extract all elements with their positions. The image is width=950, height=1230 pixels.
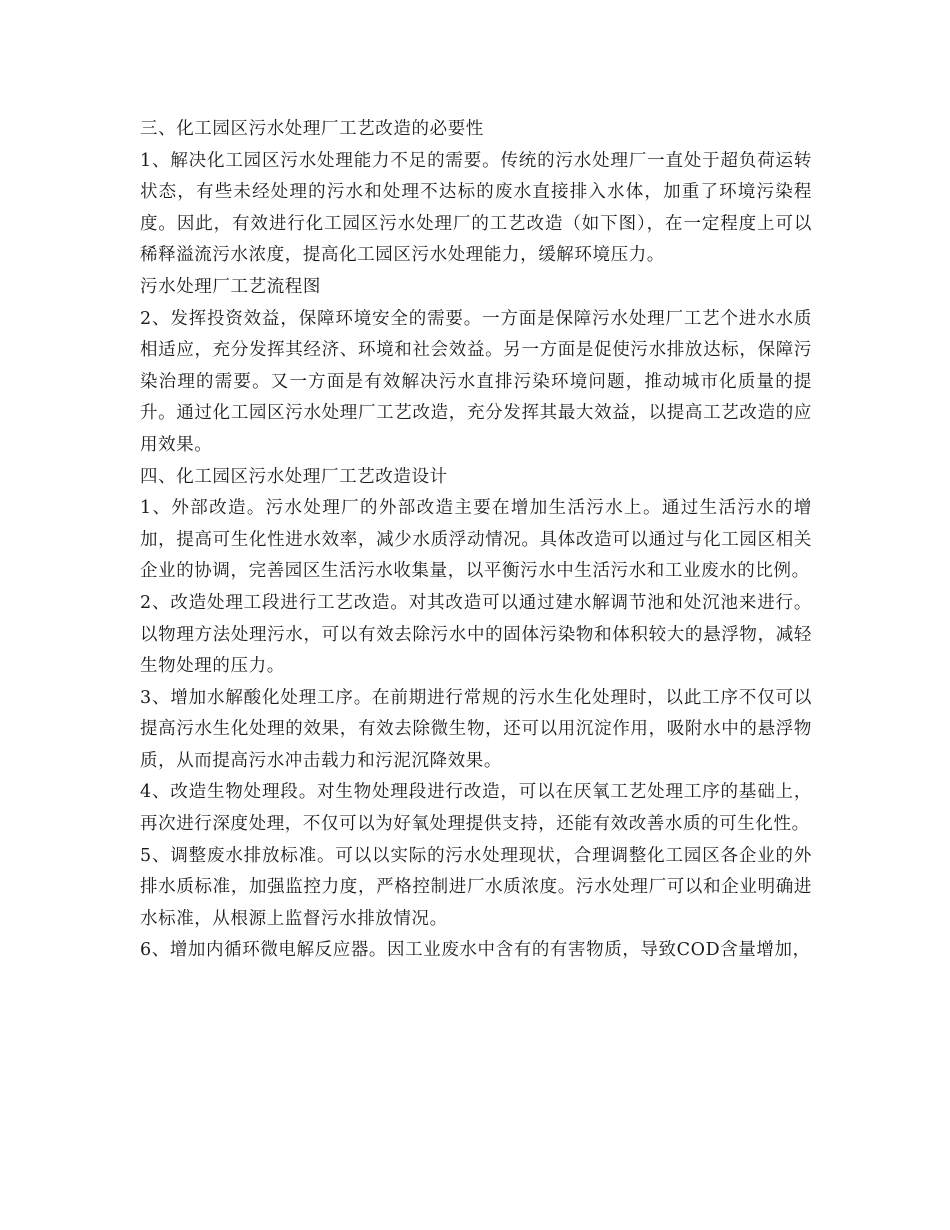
section-heading-design: 四、化工园区污水处理厂工艺改造设计 <box>140 466 448 487</box>
paragraph-hydrolysis-acidification: 3、增加水解酸化处理工序。在前期进行常规的污水生化处理时，以此工序不仅可以提高污水生化处理的效果，有效去除微生物，还可以用沉淀作用，吸附水中的悬浮物质，从而提高污水冲击载力和污泥沉降效果。 <box>140 687 812 771</box>
document-body <box>140 114 812 967</box>
paragraph-biological-treatment: 4、改造生物处理段。对生物处理段进行改造，可以在厌氧工艺处理工序的基础上，再次进行深度处理，不仅可以为好氧处理提供支持，还能有效改善水质的可生化性。 <box>140 782 812 835</box>
paragraph-investment-benefit: 2、发挥投资效益，保障环境安全的需要。一方面是保障污水处理厂工艺个进水水质相适应，充分发挥其经济、环境和社会效益。另一方面是促使污水排放达标，保障污染治理的需要。又一方面是有效解决污水直排污染环境问题，推动城市化质量的提升。通过化工园区污水处理厂工艺改造，充分发挥其最大效益，以提高工艺改造的应用效果。 <box>140 308 812 455</box>
figure-caption-process-flow: 污水处理厂工艺流程图 <box>140 276 321 297</box>
paragraph-treatment-section: 2、改造处理工段进行工艺改造。对其改造可以通过建水解调节池和处沉池来进行。以物理方法处理污水，可以有效去除污水中的固体污染物和体积较大的悬浮物，减轻生物处理的压力。 <box>140 592 812 677</box>
paragraph-micro-electrolysis: 6、增加内循环微电解反应器。因工业废水中含有的有害物质，导致COD含量增加， <box>140 940 811 961</box>
section-heading-necessity: 三、化工园区污水处理厂工艺改造的必要性 <box>140 119 484 139</box>
paragraph-discharge-standard: 5、调整废水排放标准。可以以实际的污水处理现状，合理调整化工园区各企业的外排水质标准，加强监控力度，严格控制进厂水质浓度。污水处理厂可以和企业明确进水标准，从根源上监督污水排放情况。 <box>140 845 812 929</box>
paragraph-capacity-need: 1、解决化工园区污水处理能力不足的需要。传统的污水处理厂一直处于超负荷运转状态，有些未经处理的污水和处理不达标的废水直接排入水体，加重了环境污染程度。因此，有效进行化工园区污水处理厂的工艺改造（如下图），在一定程度上可以稀释溢流污水浓度，提高化工园区污水处理能力，缓解环境压力。 <box>140 150 812 266</box>
paragraph-external-renovation: 1、外部改造。污水处理厂的外部改造主要在增加生活污水上。通过生活污水的增加，提高可生化性进水效率，减少水质浮动情况。具体改造可以通过与化工园区相关企业的协调，完善园区生活污水收集量，以平衡污水中生活污水和工业废水的比例。 <box>140 498 812 582</box>
